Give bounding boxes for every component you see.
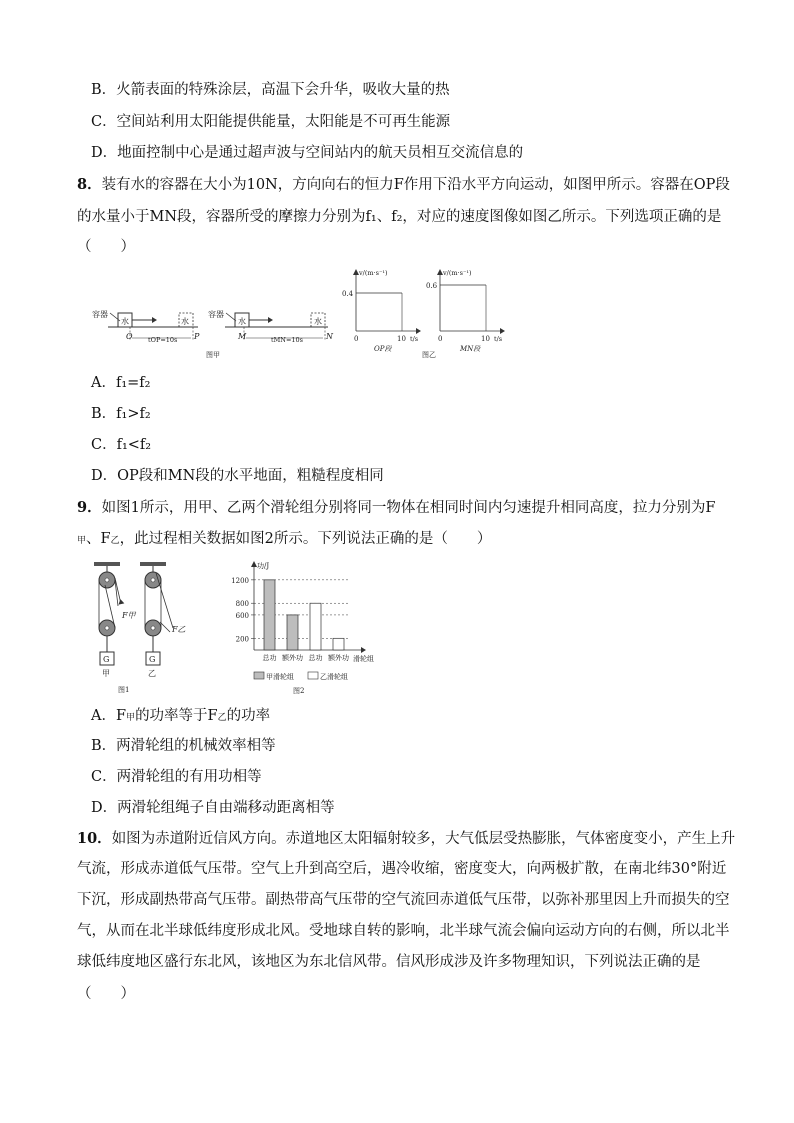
optA-a: A．F xyxy=(91,708,127,724)
zero-op: 0 xyxy=(354,335,359,343)
G-yi: G xyxy=(149,655,156,664)
q8-stem-line1 xyxy=(77,175,730,195)
q8-graph-op xyxy=(342,269,421,353)
t-axis-mn: t/s xyxy=(494,335,503,343)
bar-jia-0 xyxy=(264,580,275,650)
container-label-2: 容器 xyxy=(208,310,224,319)
q9-option-b: B．两滑轮组的机械效率相等 xyxy=(91,738,276,754)
stem-rest: ，此过程相关数据如图2所示。下列说法正确的是（ ） xyxy=(119,531,492,547)
category-label: 额外功 xyxy=(282,654,303,662)
v-axis-mn: v/(m·s⁻¹) xyxy=(443,269,472,277)
t-mn: tMN=10s xyxy=(271,336,304,344)
q10-number: 10． xyxy=(77,830,112,847)
q9-figure xyxy=(88,560,418,700)
q7-option-d: D．地面控制中心是通过超声波与空间站内的航天员相互交流信息的 xyxy=(91,145,524,161)
y-tick-label: 600 xyxy=(235,611,249,620)
q9-stem-line1 xyxy=(77,498,715,518)
point-N: N xyxy=(326,332,333,341)
q8-stem-text1: 装有水的容器在大小为10N，方向向右的恒力F作用下沿水平方向运动，如图甲所示。容器在OP段 xyxy=(101,177,730,193)
v-op: 0.4 xyxy=(342,290,354,298)
q10-line2: 气流，形成赤道低气压带。空气上升到高空后，遇冷收缩，密度变大，向两极扩散，在南北纬30°附近 xyxy=(77,861,727,877)
q8-stem-line2: 的水量小于MN段，容器所受的摩擦力分别为f₁、f₂，对应的速度图像如图乙所示。下列选项正确的是 xyxy=(77,209,722,225)
y-tick-label: 800 xyxy=(235,600,249,609)
G-jia: G xyxy=(103,655,110,664)
fig2-caption: 图2 xyxy=(293,687,305,695)
bar-yi-2 xyxy=(310,603,321,650)
optA-sub-jia: 甲 xyxy=(126,713,136,723)
q9-stem-line2 xyxy=(77,529,491,551)
stem-F: 、F xyxy=(86,531,111,547)
water-label: 水 xyxy=(121,317,129,326)
op-label: OP段 xyxy=(374,345,392,353)
q10-line5: 球低纬度地区盛行东北风，该地区为东北信风带。信风形成涉及许多物理知识，下列说法正确的是 xyxy=(77,954,701,970)
category-label: 额外功 xyxy=(328,654,349,662)
q9-bar-chart xyxy=(231,561,374,695)
legend-swatch-jia xyxy=(254,672,264,679)
water-label-2-ghost: 水 xyxy=(314,317,322,326)
water-label-2: 水 xyxy=(238,317,246,326)
F-jia: F甲 xyxy=(122,611,136,620)
legend xyxy=(254,672,348,681)
t-axis-op: t/s xyxy=(410,335,419,343)
q10-blank: （ ） xyxy=(77,986,135,1002)
v-mn: 0.6 xyxy=(426,282,438,290)
legend-yi: 乙滑轮组 xyxy=(320,673,348,681)
jia-label: 甲 xyxy=(102,669,110,678)
q8-number: 8． xyxy=(77,176,102,193)
v-axis-op: v/(m·s⁻¹) xyxy=(359,269,388,277)
q9-option-a xyxy=(91,706,270,728)
bar-jia-1 xyxy=(287,615,298,650)
t-op: tOP=10s xyxy=(148,336,178,344)
q8-figure xyxy=(88,265,518,365)
zero-mn: 0 xyxy=(438,335,443,343)
q8-option-b: B．f₁>f₂ xyxy=(91,406,151,422)
optA-sub-yi: 乙 xyxy=(217,713,227,723)
optA-c: 的功率等于F xyxy=(135,708,218,724)
q9-option-c: C．两滑轮组的有用功相等 xyxy=(91,769,262,785)
pulley-yi xyxy=(140,562,186,678)
q9-stem-text1: 如图1所示，用甲、乙两个滑轮组分别将同一物体在相同时间内匀速提升相同高度，拉力分别为F xyxy=(101,500,716,516)
ten-op: 10 xyxy=(397,335,406,343)
legend-jia: 甲滑轮组 xyxy=(266,673,294,681)
q9-number: 9． xyxy=(77,499,102,516)
mn-label: MN段 xyxy=(460,345,481,353)
F-yi: F乙 xyxy=(172,625,186,634)
x-axis-label: 滑轮组 xyxy=(353,655,374,663)
y-tick-label: 1200 xyxy=(231,576,249,585)
sub-jia: 甲 xyxy=(77,536,87,546)
q8-fig-jia-mn xyxy=(206,309,334,359)
q10-line4: 气，从而在北半球低纬度形成北风。受地球自转的影响，北半球气流会偏向运动方向的右侧，所以北半 xyxy=(77,923,730,939)
pulley-jia xyxy=(94,562,137,678)
q8-option-c: C．f₁<f₂ xyxy=(91,437,152,453)
y-axis-label: 功/J xyxy=(257,562,270,570)
q10-line1 xyxy=(77,829,735,849)
q8-graph-mn xyxy=(426,269,505,353)
q8-blank: （ ） xyxy=(77,239,135,255)
ten-mn: 10 xyxy=(481,335,490,343)
q7-option-b: B．火箭表面的特殊涂层，高温下会升华，吸收大量的热 xyxy=(91,82,450,98)
point-O: O xyxy=(126,332,133,341)
legend-swatch-yi xyxy=(308,672,318,679)
y-tick-label: 200 xyxy=(235,635,249,644)
q8-option-a: A．f₁=f₂ xyxy=(91,375,151,391)
category-label: 总功 xyxy=(308,654,323,662)
point-P: P xyxy=(194,332,200,341)
water-label-ghost: 水 xyxy=(181,317,189,326)
q8-fig-jia-op xyxy=(92,309,200,344)
container-label: 容器 xyxy=(92,310,108,319)
fig-jia-caption: 图甲 xyxy=(206,351,220,359)
bar-yi-3 xyxy=(333,638,344,650)
yi-label: 乙 xyxy=(148,669,156,678)
point-M: M xyxy=(238,332,247,341)
q7-option-c: C．空间站利用太阳能提供能量，太阳能是不可再生能源 xyxy=(91,114,451,130)
q10-line3: 下沉，形成副热带高气压带。副热带高气压带的空气流回赤道低气压带，以弥补那里因上升而损失的空 xyxy=(77,892,730,908)
category-label: 总功 xyxy=(262,654,277,662)
q8-option-d: D．OP段和MN段的水平地面，粗糙程度相同 xyxy=(91,468,384,484)
optA-e: 的功率 xyxy=(226,708,271,724)
fig-yi-caption: 图乙 xyxy=(422,351,436,359)
q9-option-d: D．两滑轮组绳子自由端移动距离相等 xyxy=(91,800,335,816)
fig1-caption: 图1 xyxy=(118,686,130,694)
sub-yi: 乙 xyxy=(110,536,120,546)
q10-text1: 如图为赤道附近信风方向。赤道地区太阳辐射较多，大气低层受热膨胀，气体密度变小，产生上升 xyxy=(111,831,736,847)
